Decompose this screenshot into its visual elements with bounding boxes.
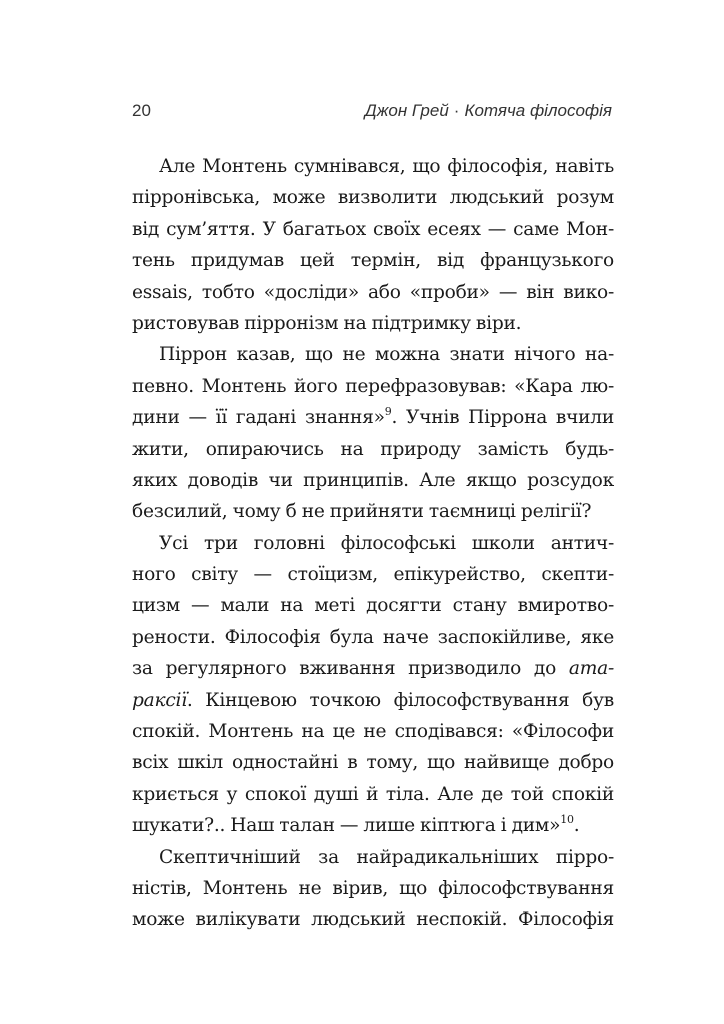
italic-term: ата-: [568, 658, 614, 680]
paragraph-4: [132, 842, 614, 936]
paragraph-1: [132, 151, 614, 339]
line-segment: .: [573, 815, 580, 837]
running-title: [365, 101, 612, 121]
book-title: Котяча філософія: [464, 101, 612, 120]
line-segment: дини — її гадані знання»: [132, 407, 385, 429]
text-line: Піррон казав, що не можна знати нічого на-: [159, 344, 614, 366]
paragraph-3: [132, 528, 614, 842]
line-segment: за регулярного вживання призводило до: [132, 658, 569, 680]
text-line: певно. Монтень його перефразовував: «Кара лю-: [132, 375, 614, 397]
text-line: Усі три головні філософські школи антич-: [159, 532, 614, 554]
text-line: тень придумав цей термін, від французького: [132, 250, 614, 272]
author-name: Джон Грей: [364, 101, 449, 120]
text-line: [132, 810, 614, 841]
text-line: пірронівська, може визволити людський розум: [132, 187, 614, 209]
text-line: безсилий, чому б не прийняти таємниці релігії?: [132, 501, 592, 523]
text-line: Але Монтень сумнівався, що філософія, навіть: [159, 156, 614, 177]
text-line: від сум’яття. У багатьох своїх есеях — саме Мон-: [132, 218, 614, 240]
line-segment: . Кінцевою точкою філософствування був: [186, 689, 614, 711]
text-line: спокій. Монтень на це не сподівався: «Філософи: [132, 721, 614, 743]
text-line: ного світу — стоїцизм, епікурейство, скепти-: [132, 564, 614, 586]
line-segment: шукати?.. Наш талан — лише кіптюга і дим»: [132, 815, 561, 837]
text-line: ристовував пірронізм на підтримку віри.: [132, 312, 522, 334]
text-line: essais, тобто «досліди» або «проби» — він вико-: [132, 281, 614, 303]
text-line: криється у спокої душі й тіла. Але де той спокій: [132, 783, 614, 805]
text-line: [132, 685, 614, 716]
text-line: яких доводів чи принципів. Але якщо розсудок: [132, 469, 614, 491]
line-segment: . Учнів Піррона вчили: [391, 407, 615, 429]
text-line: жити, опираючись на природу замість будь-: [132, 438, 614, 460]
footnote-ref-9: 9: [384, 405, 392, 419]
text-line: рености. Філософія була наче заспокійливе, яке: [132, 626, 614, 648]
footnote-ref-10: 10: [560, 813, 574, 827]
text-line: може вилікувати людський неспокій. Філософія: [132, 909, 614, 931]
running-header: [132, 101, 612, 125]
text-line: ністів, Монтень не вірив, що філософствування: [132, 877, 614, 899]
title-separator: ·: [453, 101, 460, 120]
paragraph-2: [132, 339, 614, 527]
italic-term: раксії: [132, 689, 187, 711]
page-number: 20: [132, 101, 151, 120]
text-line: цизм — мали на меті досягти стану вмиротво-: [132, 595, 614, 617]
body-text: [132, 151, 614, 936]
text-line: Скептичніший за найрадикальніших пірро-: [159, 846, 614, 868]
text-line: всіх шкіл одностайні в тому, що найвище добро: [132, 752, 614, 774]
text-line: [132, 653, 614, 684]
text-line: [132, 402, 614, 433]
